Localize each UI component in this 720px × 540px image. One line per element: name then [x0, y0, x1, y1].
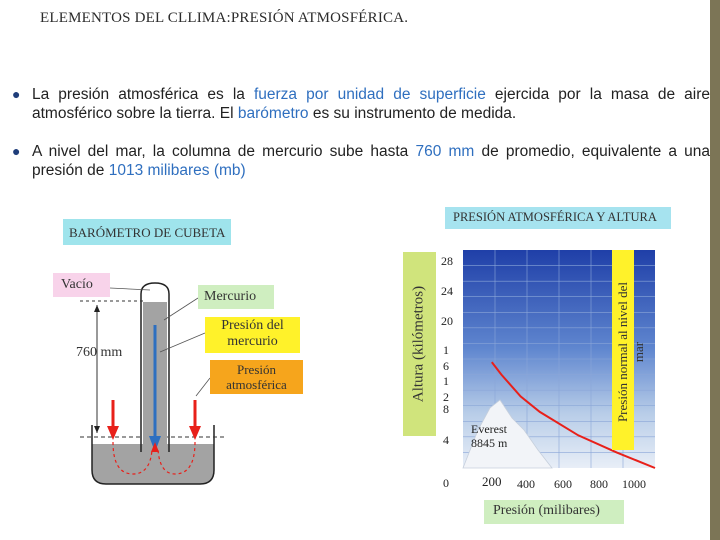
everest-name: Everest [471, 422, 507, 436]
x-tick: 400 [517, 477, 535, 491]
side-label-mar: mar [631, 341, 646, 363]
y-tick: 4 [443, 433, 449, 447]
label-line: atmosférica [226, 377, 287, 392]
bullet-dot-icon: ● [12, 143, 21, 159]
side-label: Presión normal al nivel del [615, 281, 630, 423]
label-line: Presión del [221, 318, 284, 333]
x-axis-label: Presión (milibares) [484, 500, 624, 524]
y-tick: 28 [441, 254, 453, 268]
bullet-highlight: 760 mm [415, 143, 475, 160]
bullet-dot-icon: ● [12, 86, 21, 102]
bullet-text-part: de promedio, equivalente a una presión de [32, 143, 711, 179]
bullet-text-part: A nivel del mar, la columna de mercurio sube hasta [32, 143, 416, 160]
x-tick: 600 [554, 477, 572, 491]
x-tick: 200 [482, 474, 502, 489]
everest-height: 8845 m [471, 436, 508, 450]
label-760-mm: 760 mm [76, 345, 123, 360]
label-vacio: Vacío [53, 273, 110, 297]
everest-label [471, 422, 507, 450]
label-mercurio: Mercurio [198, 285, 274, 309]
page-title: ELEMENTOS DEL CLLIMA:PRESIÓN ATMOSFÉRICA. [40, 10, 409, 26]
y-tick: 8 [443, 402, 449, 416]
label-line: mercurio [227, 334, 278, 349]
bullet-highlight: barómetro [237, 105, 309, 122]
y-tick: 1 [443, 374, 449, 388]
y-tick: 6 [443, 359, 449, 373]
y-tick: 2 [443, 390, 449, 404]
x-tick: 800 [590, 477, 608, 491]
y-tick: 20 [441, 314, 453, 328]
y-tick: 0 [443, 476, 449, 490]
y-axis-label: Altura (kilómetros) [410, 285, 427, 403]
y-tick: 1 [443, 343, 449, 357]
x-tick: 1000 [622, 477, 646, 491]
altitude-chart-caption: PRESIÓN ATMOSFÉRICA Y ALTURA [445, 207, 671, 229]
bullet-highlight: fuerza por unidad de superficie [253, 86, 486, 103]
bullet-text-part: es su instrumento de medida. [308, 105, 517, 122]
y-tick: 24 [441, 284, 453, 298]
bullet-text-part: ejercida por la masa de aire atmosférico sobre la tierra. El [32, 86, 711, 122]
bullet-text-part: La presión atmosférica es la [32, 86, 254, 103]
bullet-highlight: 1013 milibares (mb) [108, 162, 246, 179]
label-line: Presión [237, 362, 276, 377]
barometer-caption: BARÓMETRO DE CUBETA [63, 219, 231, 245]
